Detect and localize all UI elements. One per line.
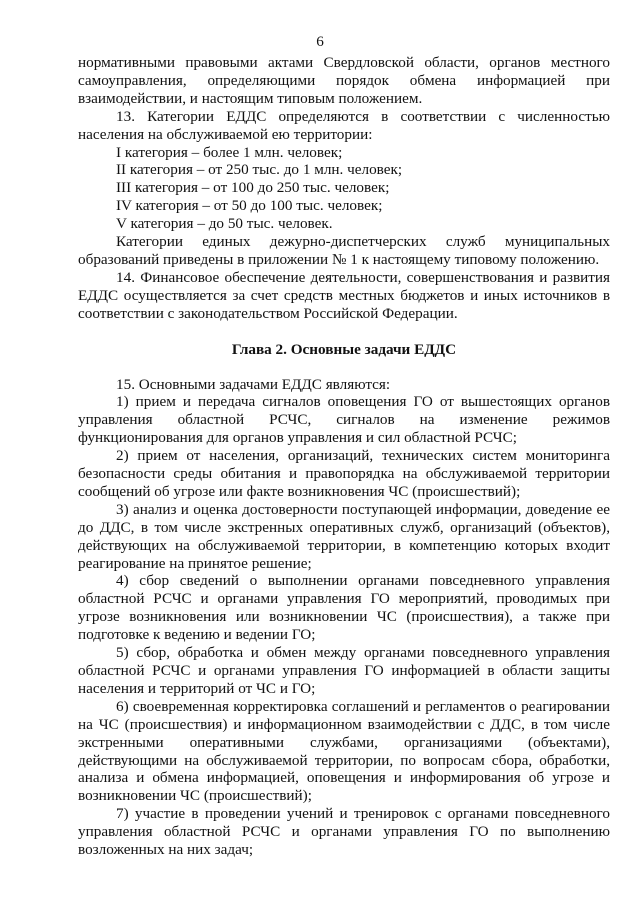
paragraph-15: 15. Основными задачами ЕДДС являются: xyxy=(116,375,391,393)
task-item: 3) анализ и оценка достоверности поступающей информации, доведение ее до ДДС, в том числе экстренных оперативных служб, организаций (объектов), действующих на обслуживаемой территории, в компетенцию которых входит реагирование на принятое решение; xyxy=(78,500,610,572)
categories-note: Категории единых дежурно-диспетчерских служб муниципальных образований приведены в приложении № 1 к настоящему типовому положению. xyxy=(78,233,610,268)
intro-paragraph: нормативными правовыми актами Свердловской области, органов местного самоуправления, определяющими порядок обмена информацией при взаимодействии, и настоящим типовым положением. xyxy=(78,54,610,107)
page-number: 6 xyxy=(316,33,324,50)
task-list xyxy=(78,393,610,859)
category-item: III категория – от 100 до 250 тыс. человек; xyxy=(116,179,390,197)
task-item: 1) прием и передача сигналов оповещения ГО от вышестоящих органов управления областной РСЧС, сигналов на изменение режимов функционирования для органов управления и сил областной РСЧС; xyxy=(78,393,610,447)
paragraph-14: 14. Финансовое обеспечение деятельности, совершенствования и развития ЕДДС осуществляется за счет средств местных бюджетов и иных источников в соответствии с законодательством Российской Федерации. xyxy=(78,268,610,322)
document-body xyxy=(78,54,610,859)
chapter-title: Глава 2. Основные задачи ЕДДС xyxy=(231,340,457,358)
category-item: II категория – от 250 тыс. до 1 млн. человек; xyxy=(116,161,403,179)
task-item: 6) своевременная корректировка соглашений и регламентов о реагировании на ЧС (происшествия) и информационном взаимодействии с ДДС, в том числе экстренными оперативными службами, организациями (объектами), действующими на обслуживаемой территории, по вопросам сбора, обработки, анализа и обмена информацией, оповещения и информирования об угрозе и возникновении ЧС (происшествий); xyxy=(78,697,610,805)
task-item: 4) сбор сведений о выполнении органами повседневного управления областной РСЧС и органами управления ГО мероприятий, проводимых при угрозе возникновения или возникновении ЧС (происшествия), а также при подготовке к ведению и ведении ГО; xyxy=(78,572,610,644)
category-list xyxy=(78,144,610,234)
paragraph-13: 13. Категории ЕДДС определяются в соответствии с численностью населения на обслуживаемой ею территории: xyxy=(78,107,610,143)
task-item: 5) сбор, обработка и обмен между органами повседневного управления областной РСЧС и органами управления ГО информацией в области защиты населения и территорий от ЧС и ГО; xyxy=(78,644,610,697)
category-item: I категория – более 1 млн. человек; xyxy=(116,143,343,161)
task-item: 2) прием от населения, организаций, технических систем мониторинга безопасности среды обитания и правопорядка на обслуживаемой территории сообщений об угрозе или факте возникновения ЧС (происшествий); xyxy=(78,447,610,500)
category-item: V категория – до 50 тыс. человек. xyxy=(116,215,333,233)
category-item: IV категория – от 50 до 100 тыс. человек; xyxy=(116,197,383,215)
task-item: 7) участие в проведении учений и тренировок с органами повседневного управления областной РСЧС и органами управления ГО по выполнению возложенных на них задач; xyxy=(78,805,610,859)
